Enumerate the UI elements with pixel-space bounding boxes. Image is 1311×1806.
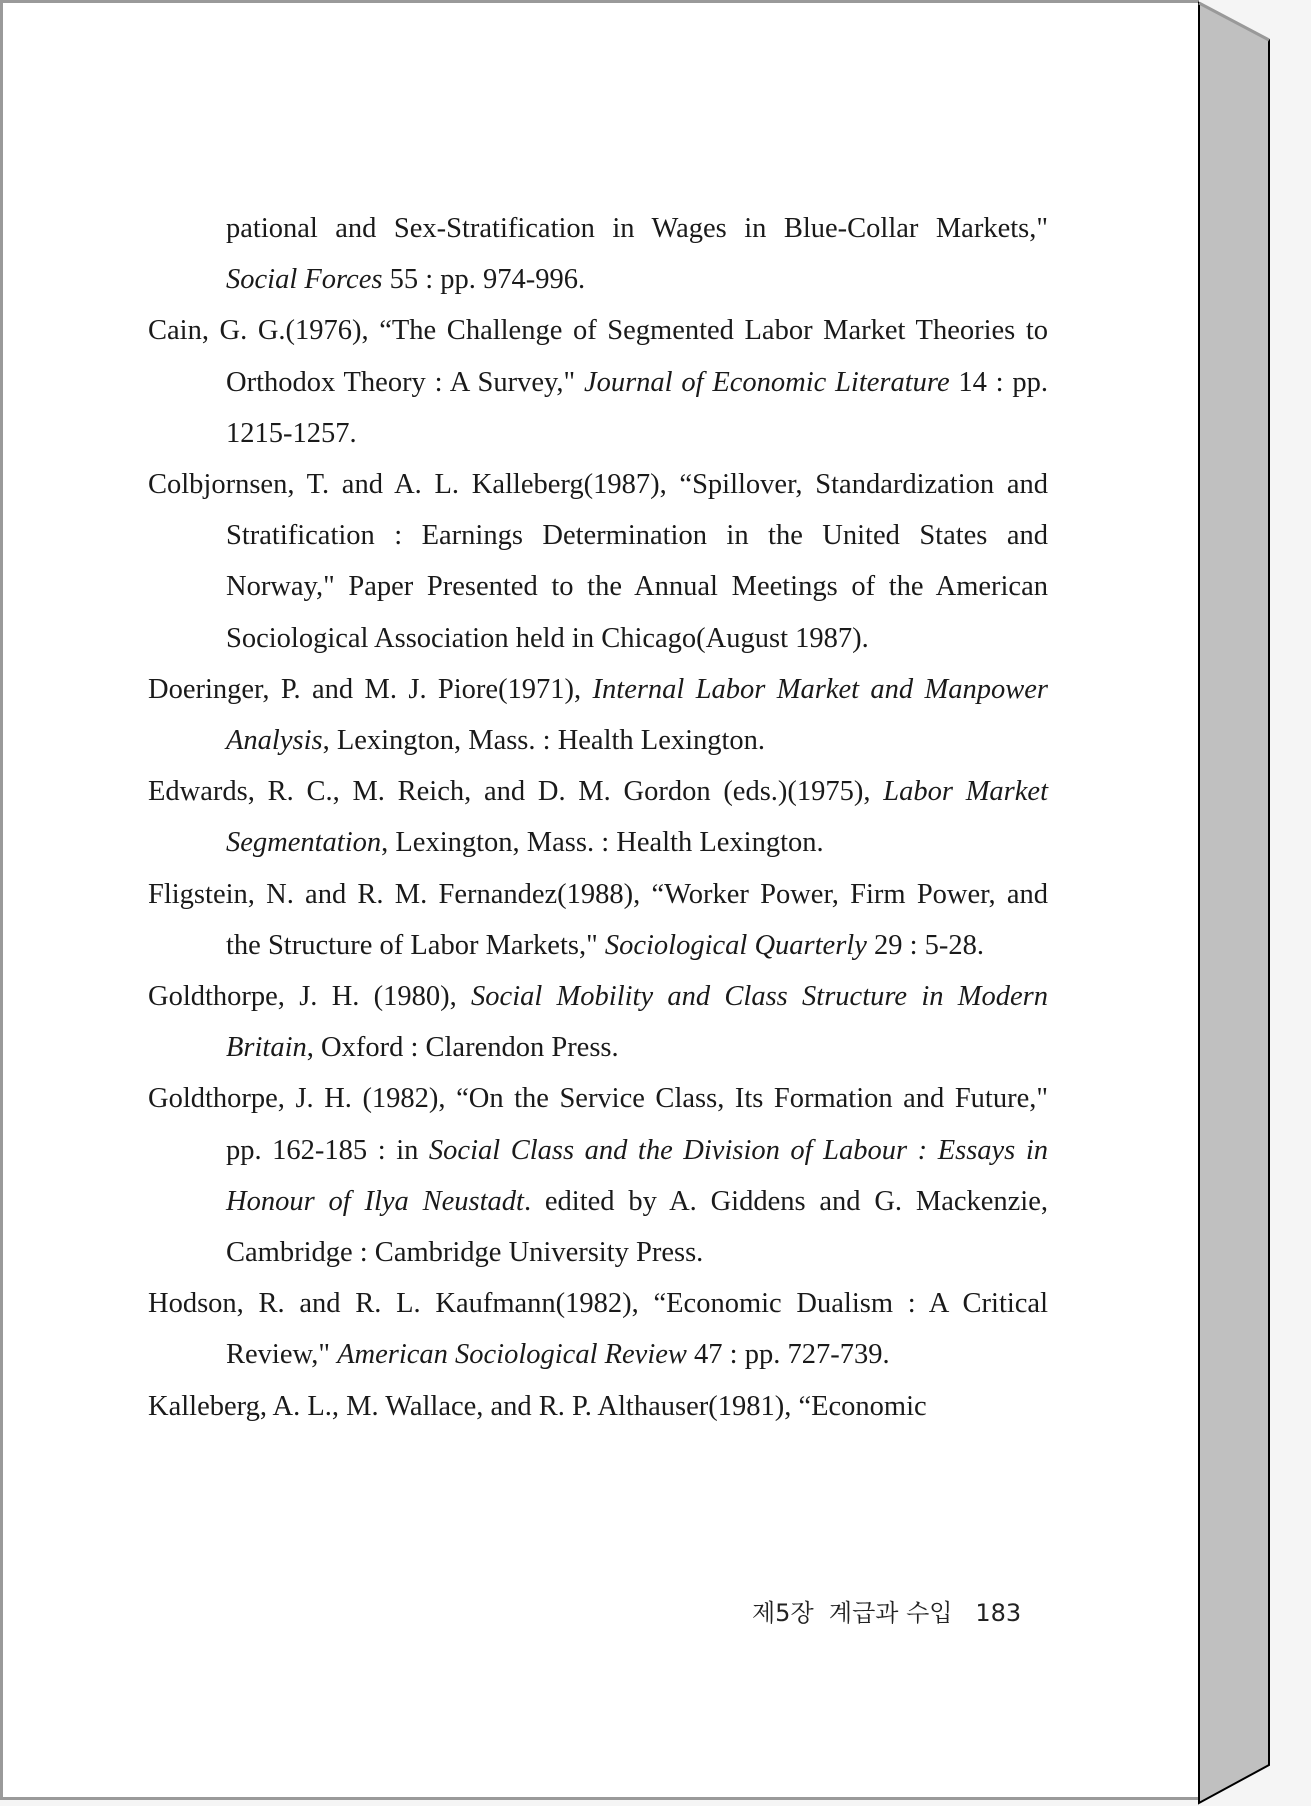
reference-entry: [148, 971, 1048, 1073]
reference-text: Kalleberg, A. L., M. Wallace, and R. P. Althauser(1981), “Economic: [148, 1390, 927, 1422]
reference-text: Colbjornsen, T. and A. L. Kalleberg(1987), “Spillover, Standardization and Stratification : Earnings Determination in the United States and Norway," Paper Presented to the Annual Meetings of the American Sociological Association held in Chicago(August 1987).: [148, 469, 1048, 654]
reference-text: Cain, G. G.(1976), “The Challenge of Segmented Labor Market Theories to Orthodox Theory : A Survey,": [148, 315, 1048, 398]
reference-entry: [148, 664, 1048, 766]
reference-entry: [148, 203, 1048, 305]
reference-text: 55 : pp. 974-996.: [382, 264, 586, 296]
reference-text: , Lexington, Mass. : Health Lexington.: [381, 827, 824, 859]
page-footer: [752, 1593, 1021, 1628]
reference-title-italic: Social Class and the Division of Labour : Essays in Honour of Ilya Neustadt: [226, 1134, 1048, 1217]
reference-text: Goldthorpe, J. H. (1982), “On the Service Class, Its Formation and Future," pp. 162-185 : in: [148, 1083, 1048, 1166]
reference-entry: [148, 305, 1048, 459]
reference-entry: [148, 1073, 1048, 1278]
reference-list: [148, 203, 1048, 1432]
reference-text: Fligstein, N. and R. M. Fernandez(1988), “Worker Power, Firm Power, and the Structure of Labor Markets,": [148, 878, 1048, 961]
reference-entry: [148, 869, 1048, 971]
reference-entry: [148, 459, 1048, 664]
reference-text: , Lexington, Mass. : Health Lexington.: [322, 725, 766, 757]
reference-entry: [148, 766, 1048, 868]
reference-text: . edited by A. Giddens and G. Mackenzie, Cambridge : Cambridge University Press.: [226, 1185, 1048, 1269]
reference-text: Doeringer, P. and M. J. Piore(1971),: [148, 673, 593, 705]
reference-text: 47 : pp. 727-739.: [686, 1339, 890, 1371]
reference-text: 29 : 5-28.: [866, 929, 985, 961]
reference-title-italic: Sociological Quarterly: [604, 929, 867, 961]
chapter-title: 제5장 계급과 수입: [752, 1599, 953, 1627]
reference-title-italic: American Sociological Review: [337, 1339, 687, 1371]
reference-title-italic: Social Mobility and Class Structure in Modern Britain: [226, 981, 1048, 1064]
reference-text: Edwards, R. C., M. Reich, and D. M. Gordon (eds.)(1975),: [148, 776, 884, 808]
reference-entry: [148, 1381, 1048, 1432]
page-number: 183: [975, 1599, 1022, 1627]
reference-title-italic: Internal Labor Market and Manpower Analysis: [226, 673, 1048, 757]
reference-text: Goldthorpe, J. H. (1980),: [148, 981, 472, 1013]
reference-text: Hodson, R. and R. L. Kaufmann(1982), “Economic Dualism : A Critical Review,": [148, 1288, 1048, 1371]
reference-entry: [148, 1278, 1048, 1380]
reference-title-italic: Labor Market Segmentation: [226, 776, 1048, 859]
reference-text: pational and Sex-Stratification in Wages in Blue-Collar Markets,": [226, 213, 1048, 244]
reference-title-italic: Journal of Economic Literature: [583, 366, 950, 398]
reference-title-italic: Social Forces: [226, 264, 383, 296]
reference-text: , Oxford : Clarendon Press.: [306, 1032, 619, 1064]
reference-text: 14 : pp. 1215-1257.: [226, 366, 1048, 449]
